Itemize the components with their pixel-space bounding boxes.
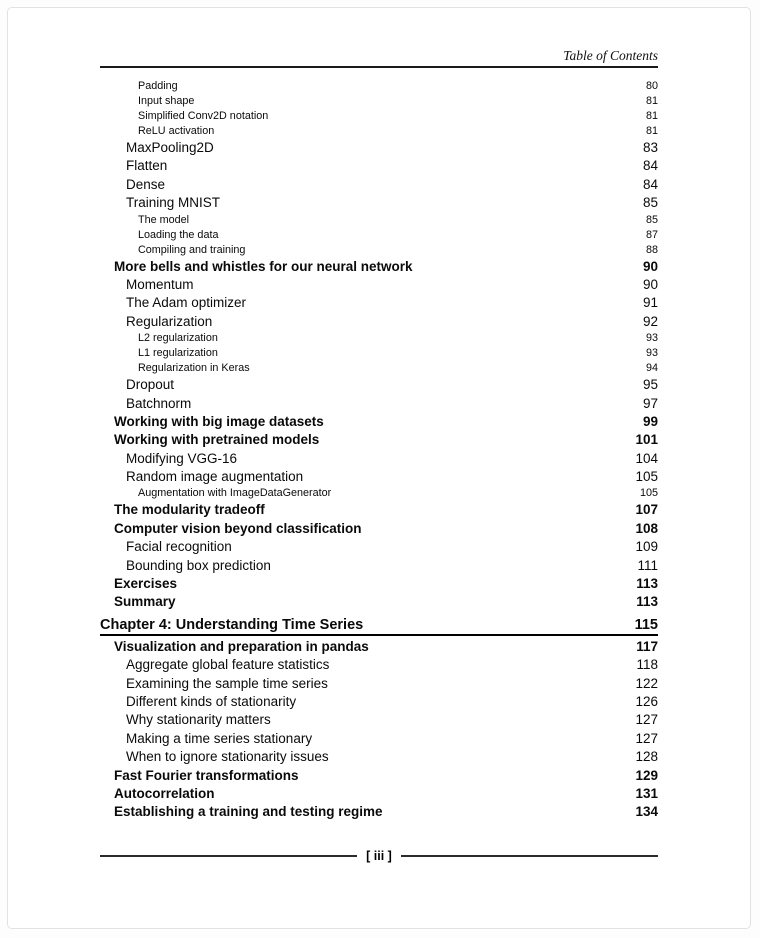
toc-entry-page: 105 xyxy=(635,469,658,485)
toc-entry-label: Momentum xyxy=(126,276,194,292)
toc-entry-page: 83 xyxy=(642,140,658,155)
toc-entry-label: Loading the data xyxy=(138,228,219,241)
toc-entry xyxy=(100,228,658,243)
toc-entry xyxy=(100,109,658,124)
toc-entry-page: 85 xyxy=(642,195,658,211)
toc-entry-page: 91 xyxy=(642,295,658,311)
toc-entry-page: 92 xyxy=(642,313,658,329)
toc-entry-page: 99 xyxy=(642,413,658,429)
toc-entry xyxy=(100,346,658,361)
toc-entry xyxy=(100,803,658,821)
toc-entry xyxy=(100,520,658,538)
toc-entry-page: 105 xyxy=(639,487,658,500)
toc-entry-label: Regularization xyxy=(126,313,213,329)
toc-entry xyxy=(100,395,658,413)
toc-entry xyxy=(100,294,658,312)
toc-entry xyxy=(100,157,658,175)
toc-entry-page: 88 xyxy=(645,243,658,256)
toc-entry-label: L1 regularization xyxy=(138,347,218,360)
toc-entry-page: 131 xyxy=(635,785,658,801)
toc-entry-page: 134 xyxy=(635,804,658,820)
toc-entry-label: Summary xyxy=(114,594,176,610)
toc-entry-page: 94 xyxy=(645,362,658,375)
toc-entry-page: 93 xyxy=(645,332,658,345)
toc-entry xyxy=(100,376,658,394)
toc-entry-label: Computer vision beyond classification xyxy=(114,520,362,536)
toc-entry-page: 90 xyxy=(642,258,658,274)
toc-entry xyxy=(100,413,658,431)
toc-entry-page: 97 xyxy=(642,395,658,411)
toc-entry xyxy=(100,450,658,468)
toc-entry-label: Modifying VGG-16 xyxy=(126,450,238,466)
toc-entry-label: The modularity tradeoff xyxy=(114,502,265,518)
toc-entry-label: Padding xyxy=(138,80,178,92)
toc-entry-page: 81 xyxy=(645,125,658,137)
toc-entry-page: 85 xyxy=(645,213,658,226)
toc-entry-label: Visualization and preparation in pandas xyxy=(114,638,369,654)
toc-entry-page: 80 xyxy=(645,80,658,92)
toc-entry xyxy=(100,213,658,228)
toc-entry-label: Different kinds of stationarity xyxy=(126,693,297,709)
toc-entry-label: ReLU activation xyxy=(138,125,215,137)
toc-entry-label: The model xyxy=(138,213,190,226)
document-page xyxy=(7,7,751,929)
toc-list xyxy=(100,79,658,822)
toc-entry xyxy=(100,730,658,748)
page-header-title: Table of Contents xyxy=(563,48,658,63)
toc-entry-label: Input shape xyxy=(138,95,195,107)
toc-entry-label: Compiling and training xyxy=(138,243,246,256)
toc-entry xyxy=(100,276,658,294)
toc-entry-page: 109 xyxy=(635,539,658,555)
toc-entry-label: Regularization in Keras xyxy=(138,362,250,375)
toc-entry-label: Why stationarity matters xyxy=(126,712,271,728)
toc-content xyxy=(8,48,750,822)
page-header xyxy=(100,48,658,63)
toc-entry xyxy=(100,194,658,212)
toc-entry-label: Exercises xyxy=(114,576,178,592)
toc-entry-label: Facial recognition xyxy=(126,539,232,555)
toc-entry-label: Dropout xyxy=(126,377,175,393)
toc-entry xyxy=(100,486,658,501)
toc-entry-label: More bells and whistles for our neural network xyxy=(114,258,413,274)
toc-entry xyxy=(100,785,658,803)
toc-entry-page: 113 xyxy=(636,576,658,592)
toc-entry-page: 126 xyxy=(635,693,658,709)
toc-entry xyxy=(100,361,658,376)
toc-entry-page: 95 xyxy=(642,377,658,393)
toc-entry-page: 90 xyxy=(642,276,658,292)
footer-rule-left xyxy=(100,855,357,857)
toc-entry-page: 118 xyxy=(636,657,658,673)
toc-entry-page: 93 xyxy=(645,347,658,360)
toc-entry-label: Aggregate global feature statistics xyxy=(126,657,330,673)
toc-entry xyxy=(100,656,658,674)
toc-entry-page: 104 xyxy=(635,450,658,466)
toc-entry xyxy=(100,557,658,575)
toc-entry-page: 127 xyxy=(635,730,658,746)
toc-entry-label: Training MNIST xyxy=(126,195,221,211)
toc-entry xyxy=(100,331,658,346)
toc-entry xyxy=(100,575,658,593)
toc-entry xyxy=(100,124,658,139)
toc-entry-label: Working with pretrained models xyxy=(114,432,320,448)
toc-entry-page: 113 xyxy=(636,594,658,610)
toc-entry-label: Fast Fourier transformations xyxy=(114,767,299,783)
toc-entry-label: Random image augmentation xyxy=(126,469,304,485)
toc-entry-page: 111 xyxy=(637,557,658,573)
toc-entry-label: Making a time series stationary xyxy=(126,730,313,746)
toc-entry-page: 115 xyxy=(634,616,658,633)
toc-entry-page: 87 xyxy=(645,228,658,241)
toc-entry xyxy=(100,501,658,519)
toc-entry-label: The Adam optimizer xyxy=(126,295,247,311)
toc-entry-label: When to ignore stationarity issues xyxy=(126,749,329,765)
toc-entry-page: 117 xyxy=(636,638,658,654)
toc-entry-page: 127 xyxy=(635,712,658,728)
toc-entry-label: Examining the sample time series xyxy=(126,675,328,691)
toc-entry xyxy=(100,243,658,258)
toc-entry-label: Chapter 4: Understanding Time Series xyxy=(100,616,364,633)
toc-entry xyxy=(100,675,658,693)
toc-entry-label: MaxPooling2D xyxy=(126,140,214,155)
toc-entry-label: Simplified Conv2D notation xyxy=(138,110,269,122)
toc-entry-page: 81 xyxy=(645,110,658,122)
toc-entry xyxy=(100,431,658,449)
toc-entry-label: Working with big image datasets xyxy=(114,413,324,429)
toc-entry-page: 101 xyxy=(635,432,658,448)
toc-entry-page: 122 xyxy=(635,675,658,691)
toc-entry xyxy=(100,313,658,331)
toc-entry-page: 128 xyxy=(635,749,658,765)
toc-entry-label: Establishing a training and testing regime xyxy=(114,804,383,820)
page-footer xyxy=(100,849,658,863)
toc-entry-label: Dense xyxy=(126,176,166,192)
toc-entry-label: Flatten xyxy=(126,158,168,174)
toc-entry-label: Bounding box prediction xyxy=(126,557,271,573)
toc-entry xyxy=(100,79,658,94)
toc-entry-page: 108 xyxy=(635,520,658,536)
toc-entry-page: 107 xyxy=(635,502,658,518)
page-number: [ iii ] xyxy=(366,849,392,863)
toc-entry-page: 81 xyxy=(645,95,658,107)
toc-entry-label: Augmentation with ImageDataGenerator xyxy=(138,487,332,500)
toc-entry xyxy=(100,711,658,729)
toc-entry-page: 129 xyxy=(635,767,658,783)
toc-entry-page: 84 xyxy=(642,176,658,192)
header-rule xyxy=(100,66,658,68)
toc-entry xyxy=(100,748,658,766)
toc-entry xyxy=(100,176,658,194)
toc-entry xyxy=(100,94,658,109)
toc-entry xyxy=(100,615,658,636)
footer-rule-right xyxy=(401,855,658,857)
toc-entry xyxy=(100,767,658,785)
toc-entry xyxy=(100,538,658,556)
toc-entry xyxy=(100,468,658,486)
toc-entry-page: 84 xyxy=(642,158,658,174)
toc-entry-label: Batchnorm xyxy=(126,395,192,411)
toc-entry xyxy=(100,638,658,656)
toc-entry xyxy=(100,693,658,711)
toc-entry xyxy=(100,258,658,276)
toc-entry-label: Autocorrelation xyxy=(114,785,215,801)
toc-entry xyxy=(100,139,658,157)
toc-entry xyxy=(100,593,658,611)
toc-entry-label: L2 regularization xyxy=(138,332,218,345)
